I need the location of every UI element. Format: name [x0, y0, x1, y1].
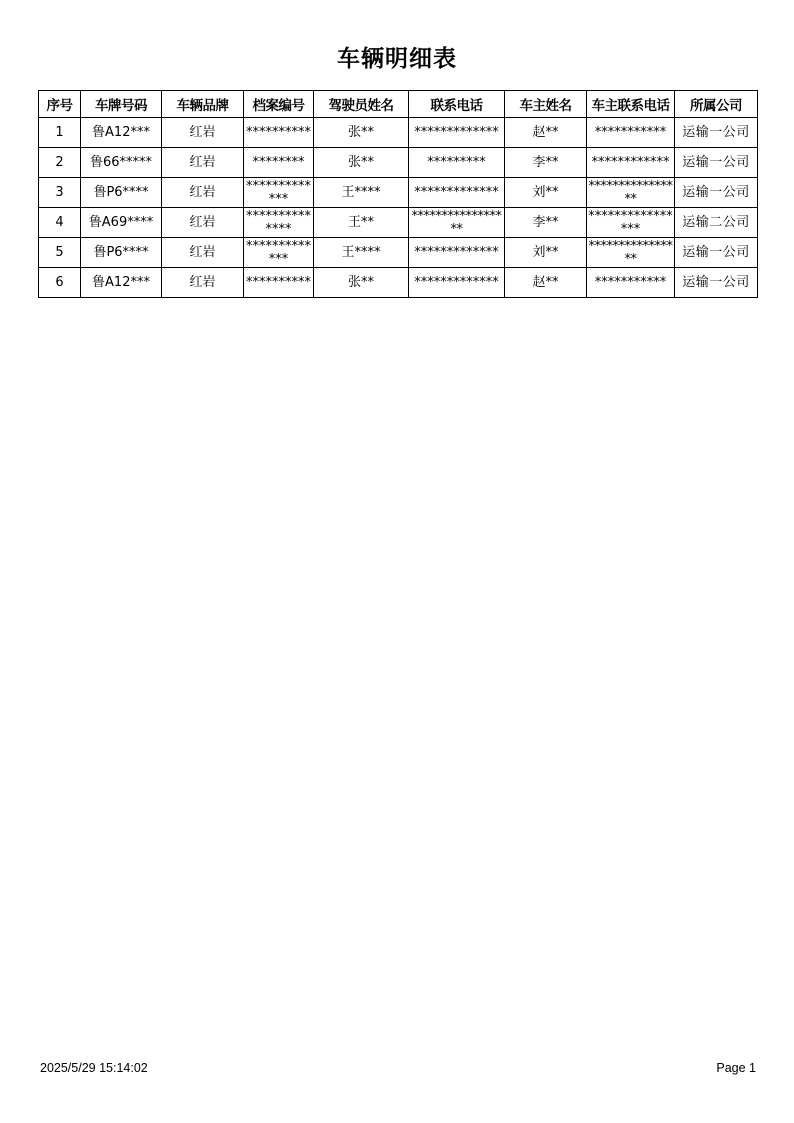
- cell-plate-number: 鲁P6****: [81, 178, 162, 208]
- cell-plate-number: 鲁A12***: [81, 118, 162, 148]
- table-row: [39, 268, 758, 298]
- cell-driver-name: 王**: [314, 208, 409, 238]
- cell-seq: 6: [39, 268, 81, 298]
- cell-plate-number: 鲁A12***: [81, 268, 162, 298]
- cell-driver-name: 张**: [314, 118, 409, 148]
- cell-company: 运输一公司: [675, 268, 758, 298]
- cell-owner-name: 刘**: [505, 178, 587, 208]
- cell-owner-name: 赵**: [505, 118, 587, 148]
- header-company: 所属公司: [675, 91, 758, 118]
- cell-seq: 1: [39, 118, 81, 148]
- cell-owner-phone: ****************: [588, 238, 673, 267]
- cell-driver-name: 张**: [314, 148, 409, 178]
- cell-vehicle-brand: 红岩: [162, 178, 244, 208]
- cell-plate-number: 鲁A69****: [81, 208, 162, 238]
- cell-vehicle-brand: 红岩: [162, 208, 244, 238]
- header-owner-phone: 车主联系电话: [587, 91, 675, 118]
- cell-contact-phone: *************: [409, 178, 505, 208]
- cell-file-number: *************: [244, 238, 314, 268]
- cell-driver-name: 王****: [314, 238, 409, 268]
- cell-seq: 3: [39, 178, 81, 208]
- cell-owner-phone: ****************: [588, 178, 673, 207]
- table-row: [39, 148, 758, 178]
- header-driver-name: 驾驶员姓名: [314, 91, 409, 118]
- cell-contact-phone: *************: [409, 238, 505, 268]
- cell-owner-phone: ****************: [588, 208, 673, 237]
- cell-contact-phone: *************: [409, 268, 505, 298]
- cell-seq: 4: [39, 208, 81, 238]
- cell-contact-phone: *****************: [409, 208, 505, 238]
- cell-vehicle-brand: 红岩: [162, 238, 244, 268]
- cell-owner-name: 李**: [505, 148, 587, 178]
- header-owner-name: 车主姓名: [505, 91, 587, 118]
- cell-company: 运输二公司: [675, 208, 758, 238]
- cell-contact-phone: *********: [409, 148, 505, 178]
- cell-vehicle-brand: 红岩: [162, 148, 244, 178]
- cell-file-number: **************: [244, 208, 314, 238]
- cell-file-number: *************: [244, 178, 314, 208]
- cell-file-number: ********: [244, 148, 314, 178]
- table-row: [39, 118, 758, 148]
- header-contact-phone: 联系电话: [409, 91, 505, 118]
- cell-file-number: **********: [244, 268, 314, 298]
- header-file-number: 档案编号: [244, 91, 314, 118]
- cell-contact-phone: *************: [409, 118, 505, 148]
- footer-timestamp: 2025/5/29 15:14:02: [40, 1061, 148, 1075]
- report-title: 车辆明细表: [337, 45, 457, 72]
- table-row: [39, 178, 758, 208]
- cell-file-number: **********: [244, 118, 314, 148]
- cell-seq: 2: [39, 148, 81, 178]
- cell-owner-name: 李**: [505, 208, 587, 238]
- cell-company: 运输一公司: [675, 238, 758, 268]
- header-vehicle-brand: 车辆品牌: [162, 91, 244, 118]
- header-plate-number: 车牌号码: [81, 91, 162, 118]
- cell-driver-name: 张**: [314, 268, 409, 298]
- cell-company: 运输一公司: [675, 178, 758, 208]
- cell-owner-name: 刘**: [505, 238, 587, 268]
- table-row: [39, 208, 758, 238]
- cell-plate-number: 鲁P6****: [81, 238, 162, 268]
- footer-page-number: Page 1: [716, 1061, 756, 1075]
- cell-company: 运输一公司: [675, 118, 758, 148]
- cell-owner-name: 赵**: [505, 268, 587, 298]
- table-row: [39, 238, 758, 268]
- cell-driver-name: 王****: [314, 178, 409, 208]
- table-header-row: [39, 91, 758, 118]
- header-seq: 序号: [39, 91, 81, 118]
- cell-owner-phone: ***********: [587, 268, 675, 298]
- cell-owner-phone: ************: [587, 148, 675, 178]
- cell-vehicle-brand: 红岩: [162, 268, 244, 298]
- cell-owner-phone: ***********: [587, 118, 675, 148]
- cell-company: 运输一公司: [675, 148, 758, 178]
- vehicle-detail-table: [38, 90, 758, 298]
- cell-vehicle-brand: 红岩: [162, 118, 244, 148]
- cell-seq: 5: [39, 238, 81, 268]
- cell-plate-number: 鲁66*****: [81, 148, 162, 178]
